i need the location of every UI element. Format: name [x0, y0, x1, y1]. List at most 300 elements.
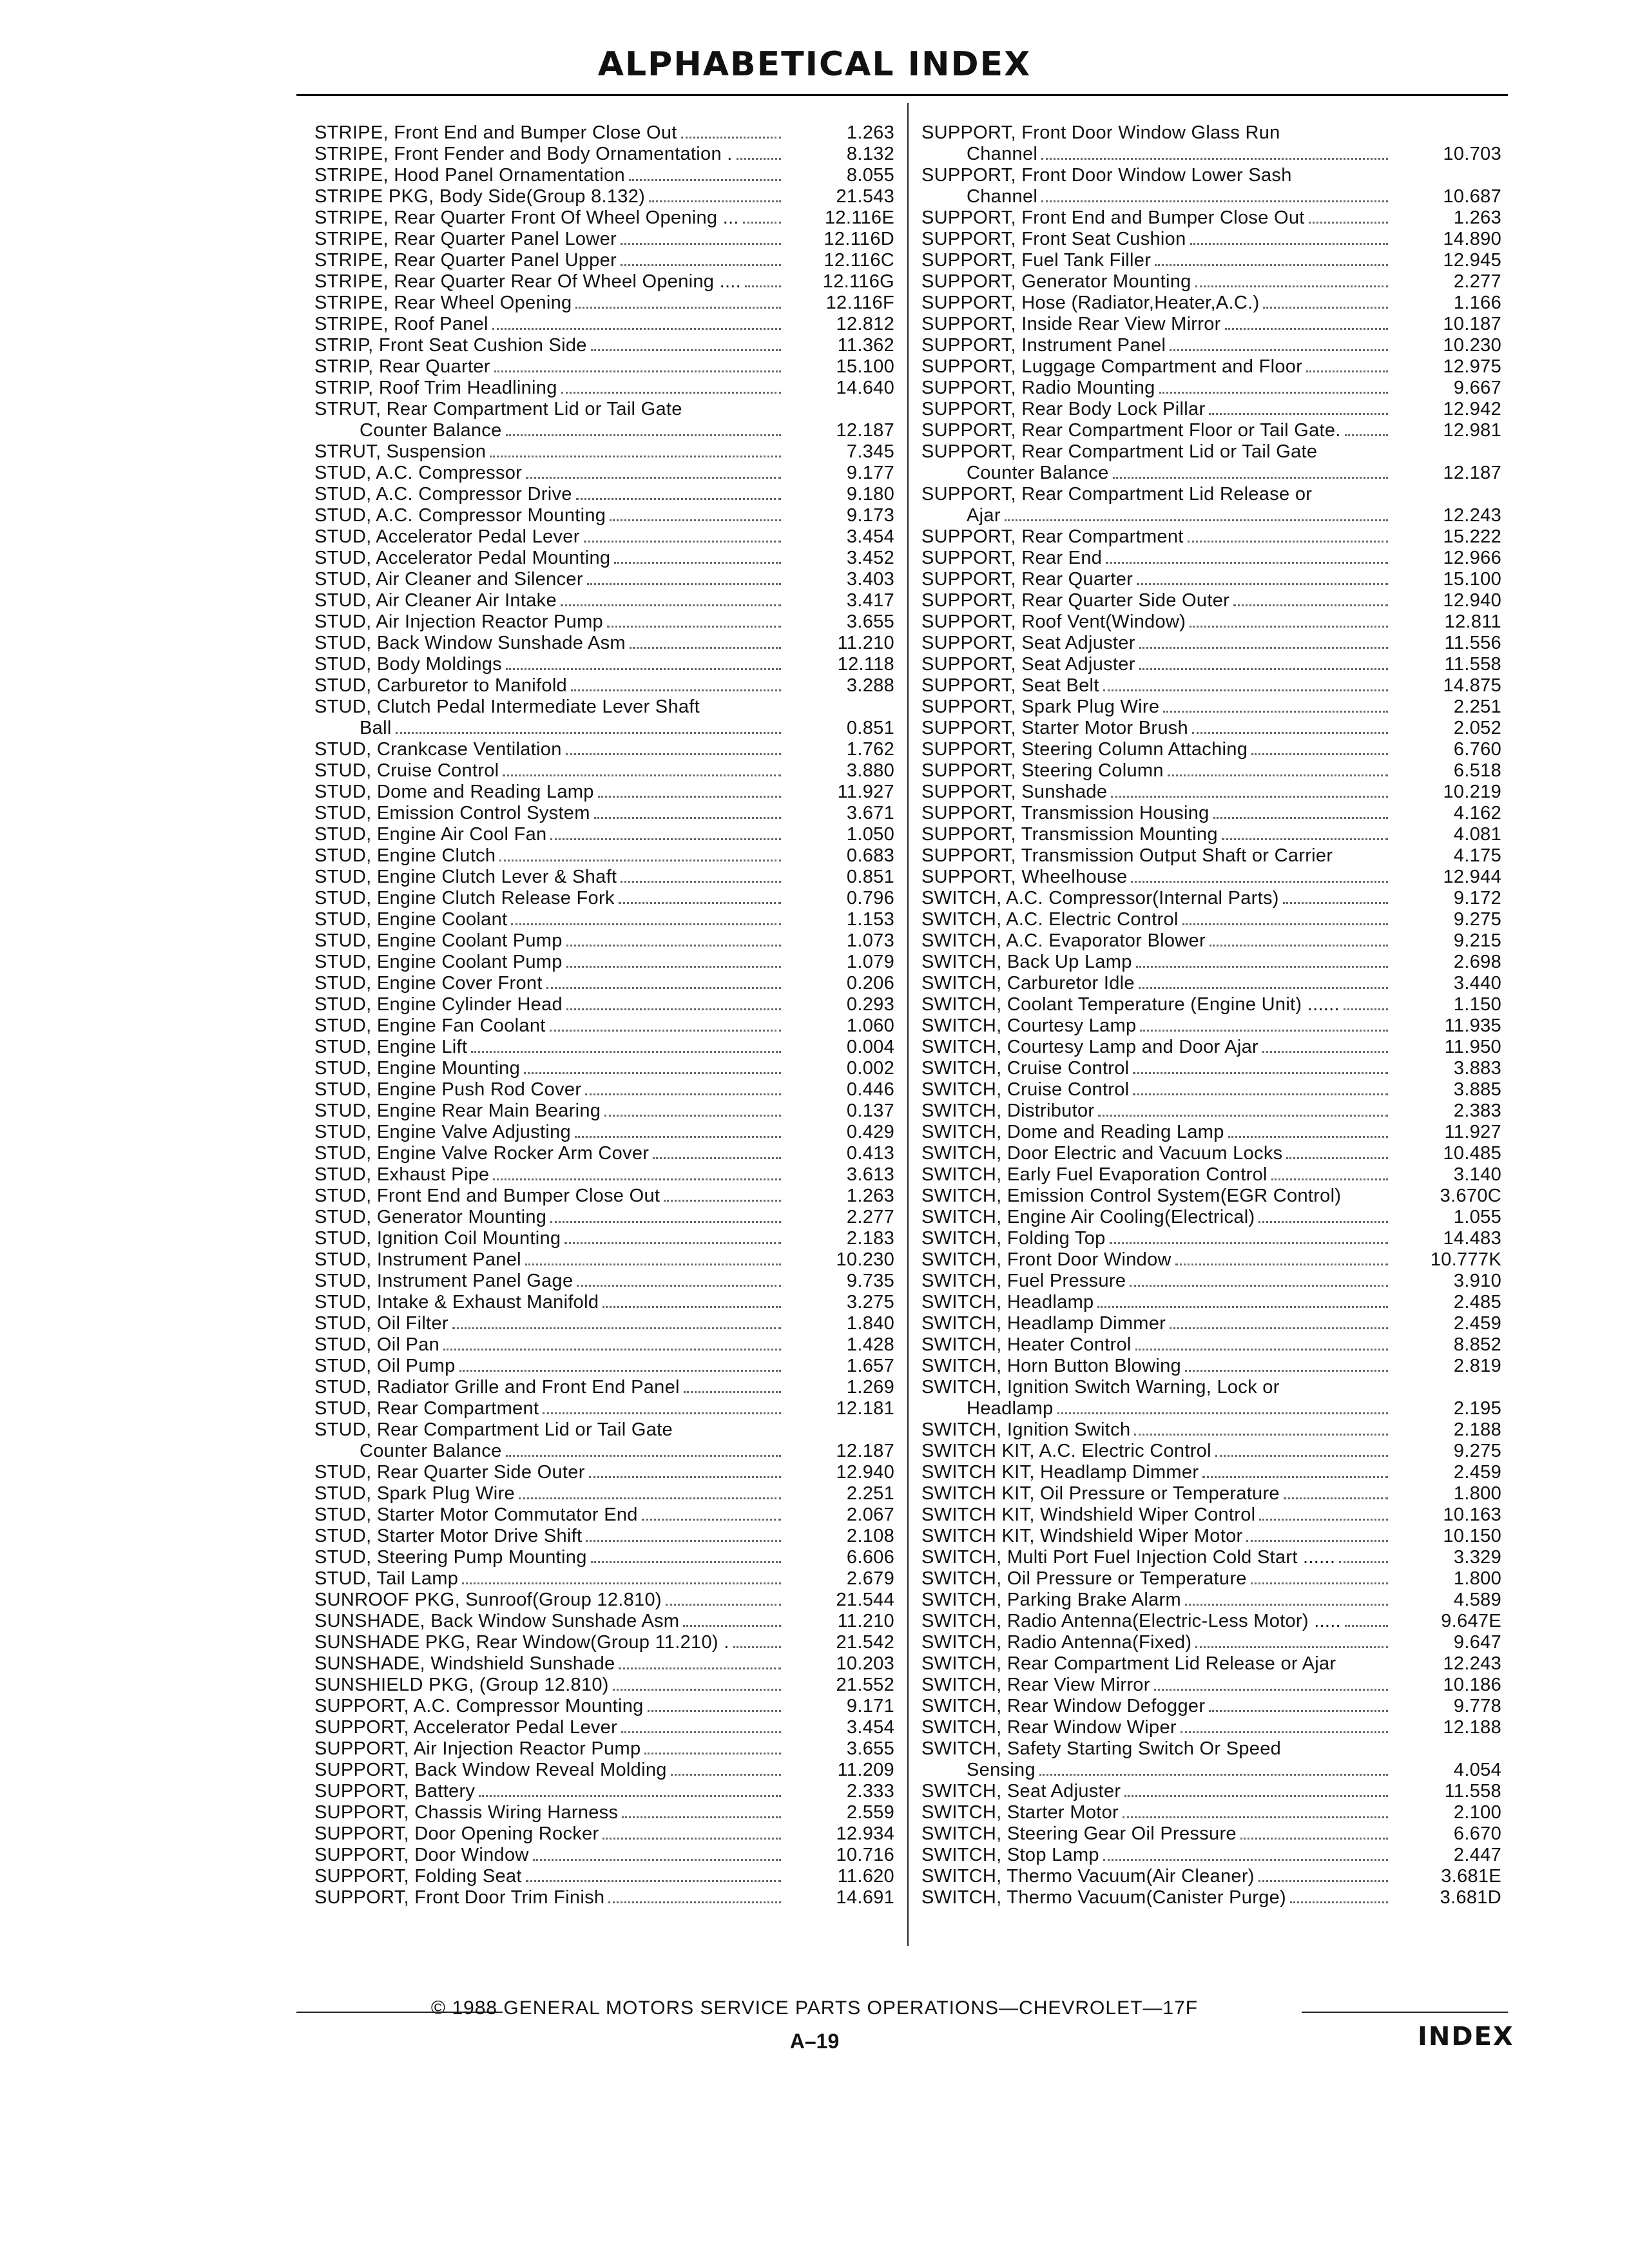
entry-title: Channel [967, 144, 1038, 164]
index-entry [921, 1079, 1501, 1100]
leader-dots [602, 1306, 781, 1308]
leader-dots [1209, 413, 1388, 415]
entry-title: SUPPORT, Front Door Window Lower Sash [921, 165, 1292, 186]
entry-page: 8.055 [846, 165, 894, 186]
leader-dots [1251, 1582, 1388, 1584]
index-entry [314, 1526, 894, 1547]
leader-dots [671, 1774, 781, 1776]
entry-page: 12.940 [1443, 590, 1501, 611]
index-entry [921, 335, 1501, 356]
index-entry [921, 1632, 1501, 1653]
leader-dots [566, 1008, 781, 1010]
index-entry [921, 1271, 1501, 1292]
index-entry [921, 441, 1501, 463]
index-entry [921, 1249, 1501, 1271]
leader-dots [598, 796, 781, 798]
leader-dots [644, 1753, 781, 1754]
index-entry [921, 611, 1501, 633]
entry-title: STUD, Exhaust Pipe [314, 1164, 490, 1185]
entry-page: 10.716 [836, 1845, 894, 1865]
entry-title: SUPPORT, Front Door Trim Finish [314, 1887, 605, 1908]
entry-title: SWITCH, Rear Window Defogger [921, 1696, 1206, 1716]
entry-page: 1.073 [846, 930, 894, 951]
entry-page: 1.055 [1453, 1207, 1501, 1227]
entry-page: 1.050 [846, 824, 894, 845]
entry-page: 12.181 [836, 1398, 894, 1419]
leader-dots [642, 1519, 781, 1521]
leader-dots [1215, 1455, 1388, 1457]
entry-title: Channel [967, 186, 1038, 207]
index-entry [314, 441, 894, 463]
entry-title: STUD, Back Window Sunshade Asm [314, 633, 626, 653]
entry-title: STUD, Engine Air Cool Fan [314, 824, 547, 845]
index-entry [314, 697, 894, 718]
index-entry [314, 1100, 894, 1122]
entry-title: SWITCH, Heater Control [921, 1334, 1132, 1355]
leader-dots [1228, 1136, 1388, 1138]
index-entry [921, 207, 1501, 229]
index-entry [921, 1292, 1501, 1313]
entry-page: 9.735 [846, 1271, 894, 1291]
index-entry [921, 994, 1501, 1015]
index-entry [921, 1653, 1501, 1675]
entry-page: 3.403 [846, 569, 894, 590]
entry-title: Sensing [967, 1760, 1036, 1780]
entry-page: 0.851 [846, 867, 894, 887]
leader-dots [1103, 689, 1388, 691]
entry-title: SWITCH KIT, A.C. Electric Control [921, 1441, 1211, 1461]
index-entry [921, 505, 1501, 526]
index-entry [314, 1377, 894, 1398]
entry-title: SWITCH, A.C. Compressor(Internal Parts) [921, 888, 1279, 908]
entry-title: SWITCH, Folding Top [921, 1228, 1106, 1249]
entry-title: STUD, Engine Valve Adjusting [314, 1122, 571, 1142]
entry-page: 2.100 [1453, 1802, 1501, 1823]
entry-title: Counter Balance [360, 1441, 502, 1461]
leader-dots [471, 1051, 781, 1053]
entry-page: 6.606 [846, 1547, 894, 1568]
entry-page: 9.647 [1453, 1632, 1501, 1653]
index-entry [921, 1547, 1501, 1568]
entry-page: 3.288 [846, 675, 894, 696]
entry-title: SWITCH KIT, Windshield Wiper Control [921, 1504, 1256, 1525]
entry-page: 1.657 [846, 1356, 894, 1376]
leader-dots [1262, 1051, 1388, 1053]
entry-page: 12.944 [1443, 867, 1501, 887]
leader-dots [452, 1327, 781, 1329]
index-entry [921, 1186, 1501, 1207]
entry-page: 0.293 [846, 994, 894, 1015]
leader-dots [543, 1412, 781, 1414]
entry-page: 4.162 [1453, 803, 1501, 823]
entry-page: 10.150 [1443, 1526, 1501, 1546]
entry-title: SWITCH, Oil Pressure or Temperature [921, 1568, 1247, 1589]
entry-title: STUD, Oil Filter [314, 1313, 448, 1334]
index-entry [314, 1334, 894, 1356]
entry-title: SWITCH, Distributor [921, 1100, 1095, 1121]
entry-title: SWITCH, Rear View Mirror [921, 1675, 1150, 1695]
leader-dots [591, 349, 781, 351]
entry-page: 12.934 [836, 1823, 894, 1844]
leader-dots [619, 902, 781, 904]
entry-title: STRUT, Suspension [314, 441, 487, 462]
index-entry [314, 909, 894, 930]
leader-dots [526, 1880, 781, 1882]
entry-page: 12.811 [1444, 611, 1501, 632]
leader-dots [571, 689, 781, 691]
leader-dots [1190, 626, 1388, 628]
entry-page: 1.263 [846, 122, 894, 143]
entry-title: SUPPORT, Fuel Tank Filler [921, 250, 1152, 271]
leader-dots [1124, 1795, 1388, 1797]
entry-title: SUPPORT, A.C. Compressor Mounting [314, 1696, 644, 1716]
index-entry [314, 144, 894, 165]
index-entry [921, 1334, 1501, 1356]
leader-dots [621, 264, 781, 266]
entry-page: 2.819 [1453, 1356, 1501, 1376]
index-entry [314, 1164, 894, 1186]
entry-title: STUD, Rear Quarter Side Outer [314, 1462, 585, 1483]
index-entry [921, 1462, 1501, 1483]
entry-page: 2.188 [1453, 1419, 1501, 1440]
leader-dots [1209, 1710, 1388, 1712]
leader-dots [1097, 1306, 1388, 1308]
leader-dots [1039, 1774, 1388, 1776]
entry-page: 1.150 [1453, 994, 1501, 1015]
entry-page: 10.777K [1430, 1249, 1501, 1270]
entry-title: STRIPE, Hood Panel Ornamentation [314, 165, 625, 186]
entry-title: SUPPORT, Rear Body Lock Pillar [921, 399, 1206, 419]
entry-title: SUPPORT, Wheelhouse [921, 867, 1128, 887]
entry-title: SWITCH, Emission Control System(EGR Control) [921, 1186, 1342, 1206]
entry-title: SUPPORT, Rear Compartment Lid Release or [921, 484, 1313, 505]
index-entry [921, 144, 1501, 165]
index-entry [314, 1249, 894, 1271]
entry-page: 8.852 [1453, 1334, 1501, 1355]
leader-dots [1168, 774, 1388, 776]
leader-dots [1103, 1859, 1388, 1861]
entry-page: 12.942 [1443, 399, 1501, 419]
entry-title: SWITCH, Headlamp Dimmer [921, 1313, 1166, 1334]
leader-dots [621, 881, 781, 883]
entry-title: STUD, Front End and Bumper Close Out [314, 1186, 660, 1206]
entry-page: 21.544 [836, 1590, 894, 1610]
entry-title: SWITCH KIT, Headlamp Dimmer [921, 1462, 1199, 1483]
entry-page: 2.251 [1453, 697, 1501, 717]
index-entry [314, 399, 894, 420]
entry-title: STUD, A.C. Compressor Drive [314, 484, 572, 505]
entry-page: 3.655 [846, 1738, 894, 1759]
leader-dots [587, 583, 781, 585]
index-entry [314, 1802, 894, 1823]
index-entry [314, 378, 894, 399]
entry-page: 21.552 [836, 1675, 894, 1695]
entry-title: STUD, Rear Compartment [314, 1398, 539, 1419]
entry-page: 3.681D [1440, 1887, 1501, 1908]
entry-title: SUPPORT, Transmission Mounting [921, 824, 1218, 845]
leader-dots [396, 732, 781, 734]
entry-page: 6.670 [1453, 1823, 1501, 1844]
leader-dots [566, 966, 781, 968]
entry-title: STUD, Engine Valve Rocker Arm Cover [314, 1143, 650, 1164]
index-entry [921, 760, 1501, 782]
entry-title: SUPPORT, Instrument Panel [921, 335, 1166, 356]
entry-title: SUPPORT, Door Opening Rocker [314, 1823, 599, 1844]
leader-dots [1041, 200, 1388, 202]
leader-dots [1140, 1030, 1388, 1032]
entry-page: 11.210 [837, 1611, 894, 1631]
index-entry [921, 718, 1501, 739]
index-entry [314, 314, 894, 335]
entry-page: 11.210 [837, 633, 894, 653]
index-entry [314, 1696, 894, 1717]
index-entry [314, 1058, 894, 1079]
entry-title: SUPPORT, Chassis Wiring Harness [314, 1802, 619, 1823]
index-entry [314, 165, 894, 186]
entry-title: STUD, A.C. Compressor [314, 463, 523, 483]
entry-title: Ball [360, 718, 392, 738]
entry-title: STUD, Body Moldings [314, 654, 502, 675]
index-entry [921, 186, 1501, 207]
entry-title: STUD, Oil Pump [314, 1356, 456, 1376]
entry-title: STUD, Starter Motor Commutator End [314, 1504, 638, 1525]
entry-page: 1.428 [846, 1334, 894, 1355]
entry-title: STUD, Radiator Grille and Front End Panel [314, 1377, 680, 1398]
leader-dots [493, 1178, 781, 1180]
index-entry [314, 1292, 894, 1313]
entry-title: STUD, Instrument Panel [314, 1249, 521, 1270]
leader-dots [1182, 923, 1388, 925]
entry-page: 9.667 [1453, 378, 1501, 398]
entry-title: STUD, Emission Control System [314, 803, 590, 823]
index-entry [921, 1760, 1501, 1781]
entry-title: Counter Balance [967, 463, 1109, 483]
leader-dots [561, 604, 781, 606]
entry-title: SWITCH, Courtesy Lamp and Door Ajar [921, 1037, 1259, 1057]
leader-dots [1113, 477, 1388, 479]
leader-dots [525, 1264, 781, 1265]
leader-dots [1195, 1646, 1388, 1648]
index-entry [921, 1823, 1501, 1845]
entry-page: 1.800 [1453, 1568, 1501, 1589]
index-entry [314, 1015, 894, 1037]
index-entry [314, 1356, 894, 1377]
entry-page: 10.230 [836, 1249, 894, 1270]
entry-title: SWITCH, Coolant Temperature (Engine Unit) ...... [921, 994, 1340, 1015]
entry-page: 3.671 [846, 803, 894, 823]
entry-title: STUD, Rear Compartment Lid or Tail Gate [314, 1419, 673, 1440]
leader-dots [589, 1476, 781, 1478]
entry-page: 2.052 [1453, 718, 1501, 738]
entry-page: 2.485 [1453, 1292, 1501, 1312]
index-entry [921, 867, 1501, 888]
leader-dots [737, 158, 781, 160]
entry-page: 2.459 [1453, 1462, 1501, 1483]
entry-page: 15.100 [1443, 569, 1501, 590]
index-entry [314, 675, 894, 697]
index-entry [921, 654, 1501, 675]
leader-dots [490, 456, 781, 457]
entry-title: Headlamp [967, 1398, 1054, 1419]
entry-page: 12.116C [824, 250, 894, 271]
entry-page: 12.940 [836, 1462, 894, 1483]
index-entry [921, 1504, 1501, 1526]
index-entry [921, 1887, 1501, 1908]
entry-title: SUNSHADE, Windshield Sunshade [314, 1653, 615, 1674]
leader-dots [743, 222, 781, 224]
entry-title: STRIPE, Rear Quarter Front Of Wheel Opening ... [314, 207, 739, 228]
index-entry [314, 803, 894, 824]
page-number: A–19 [789, 2030, 840, 2053]
leader-dots [1005, 519, 1388, 521]
index-entry [921, 420, 1501, 441]
index-entry [314, 1887, 894, 1908]
entry-page: 3.440 [1453, 973, 1501, 994]
entry-page: 12.981 [1443, 420, 1501, 441]
entry-title: STUD, Engine Mounting [314, 1058, 521, 1079]
entry-title: SUPPORT, Steering Column Attaching [921, 739, 1248, 760]
leader-dots [1098, 1115, 1388, 1117]
index-entry [921, 888, 1501, 909]
index-entry [921, 1143, 1501, 1164]
leader-dots [577, 1285, 781, 1287]
entry-page: 12.243 [1443, 1653, 1501, 1674]
entry-title: STUD, Carburetor to Manifold [314, 675, 567, 696]
entry-title: STUD, Intake & Exhaust Manifold [314, 1292, 599, 1312]
entry-page: 9.171 [846, 1696, 894, 1716]
leader-dots [1131, 881, 1388, 883]
index-entry [921, 378, 1501, 399]
entry-page: 3.670C [1440, 1186, 1501, 1206]
entry-page: 12.116G [822, 271, 894, 292]
leader-dots [619, 1667, 781, 1669]
leader-dots [443, 1349, 781, 1350]
entry-title: Counter Balance [360, 420, 502, 441]
leader-dots [622, 1816, 781, 1818]
index-entry [921, 1356, 1501, 1377]
index-entry [921, 484, 1501, 505]
entry-page: 4.589 [1453, 1590, 1501, 1610]
index-entry [921, 1058, 1501, 1079]
entry-title: SWITCH, Back Up Lamp [921, 952, 1132, 972]
index-entry [314, 1632, 894, 1653]
index-entry [314, 1760, 894, 1781]
entry-title: SWITCH, Rear Compartment Lid Release or Ajar [921, 1653, 1336, 1674]
entry-title: STUD, Clutch Pedal Intermediate Lever Shaft [314, 697, 700, 717]
entry-title: STUD, Ignition Coil Mounting [314, 1228, 561, 1249]
entry-title: SWITCH, Front Door Window [921, 1249, 1171, 1270]
entry-title: SWITCH, Radio Antenna(Fixed) [921, 1632, 1192, 1653]
entry-title: STUD, Accelerator Pedal Lever [314, 526, 580, 547]
index-entry [314, 1186, 894, 1207]
index-entry [314, 1590, 894, 1611]
index-entry [921, 1419, 1501, 1441]
index-entry [314, 271, 894, 293]
leader-dots [1263, 307, 1388, 309]
column-divider [907, 103, 909, 1946]
entry-page: 9.177 [846, 463, 894, 483]
entry-title: STUD, Engine Lift [314, 1037, 468, 1057]
entry-page: 1.079 [846, 952, 894, 972]
leader-dots [1283, 902, 1388, 904]
leader-dots [1135, 1349, 1388, 1350]
leader-dots [494, 370, 781, 372]
index-entry [314, 1611, 894, 1632]
entry-title: SUPPORT, Door Window [314, 1845, 529, 1865]
leader-dots [1134, 1434, 1388, 1436]
index-entry [314, 1717, 894, 1738]
entry-title: SWITCH, Safety Starting Switch Or Speed [921, 1738, 1282, 1759]
leader-dots [1111, 796, 1388, 798]
leader-dots [1251, 753, 1388, 755]
entry-title: STRIPE, Roof Panel [314, 314, 488, 334]
entry-page: 3.454 [846, 526, 894, 547]
leader-dots [1041, 158, 1388, 160]
leader-dots [566, 753, 781, 755]
entry-page: 11.927 [1444, 1122, 1501, 1142]
entry-title: STRIPE, Front End and Bumper Close Out [314, 122, 677, 143]
entry-page: 1.840 [846, 1313, 894, 1334]
leader-dots [1240, 1838, 1388, 1840]
index-entry [314, 229, 894, 250]
entry-title: SWITCH, A.C. Evaporator Blower [921, 930, 1206, 951]
index-entry [921, 1313, 1501, 1334]
leader-dots [550, 1030, 781, 1032]
entry-page: 3.910 [1453, 1271, 1501, 1291]
leader-dots [621, 1731, 781, 1733]
leader-dots [550, 1221, 781, 1223]
index-entry [921, 1164, 1501, 1186]
leader-dots [564, 1242, 781, 1244]
entry-title: SUNSHIELD PKG, (Group 12.810) [314, 1675, 609, 1695]
index-entry [921, 250, 1501, 271]
index-entry [314, 1675, 894, 1696]
entry-title: STUD, Air Cleaner Air Intake [314, 590, 557, 611]
leader-dots [1188, 541, 1388, 543]
entry-page: 11.556 [1444, 633, 1501, 653]
leader-dots [602, 1838, 781, 1840]
title-rule [296, 94, 1508, 96]
entry-title: SUPPORT, Front Door Window Glass Run [921, 122, 1280, 143]
entry-title: SWITCH KIT, Windshield Wiper Motor [921, 1526, 1243, 1546]
index-entry [921, 165, 1501, 186]
leader-dots [1170, 349, 1388, 351]
index-entry [314, 1738, 894, 1760]
entry-title: SWITCH, Ignition Switch Warning, Lock or [921, 1377, 1280, 1398]
index-entry [921, 845, 1501, 867]
index-entry [314, 782, 894, 803]
entry-page: 3.885 [1453, 1079, 1501, 1100]
entry-page: 0.002 [846, 1058, 894, 1079]
index-entry [314, 611, 894, 633]
entry-title: SUPPORT, Transmission Output Shaft or Carrier [921, 845, 1333, 866]
entry-title: STUD, Air Injection Reactor Pump [314, 611, 603, 632]
leader-dots [683, 1625, 781, 1627]
index-entry [314, 1547, 894, 1568]
leader-dots [1137, 583, 1388, 585]
entry-page: 3.452 [846, 548, 894, 568]
leader-dots [1154, 1689, 1388, 1691]
leader-dots [511, 923, 781, 925]
entry-page: 1.263 [1453, 207, 1501, 228]
entry-title: SUPPORT, Air Injection Reactor Pump [314, 1738, 641, 1759]
entry-page: 15.100 [836, 356, 894, 377]
entry-page: 10.219 [1443, 782, 1501, 802]
entry-page: 1.060 [846, 1015, 894, 1036]
entry-page: 12.116F [825, 293, 894, 313]
index-entry [314, 186, 894, 207]
entry-page: 12.812 [836, 314, 894, 334]
